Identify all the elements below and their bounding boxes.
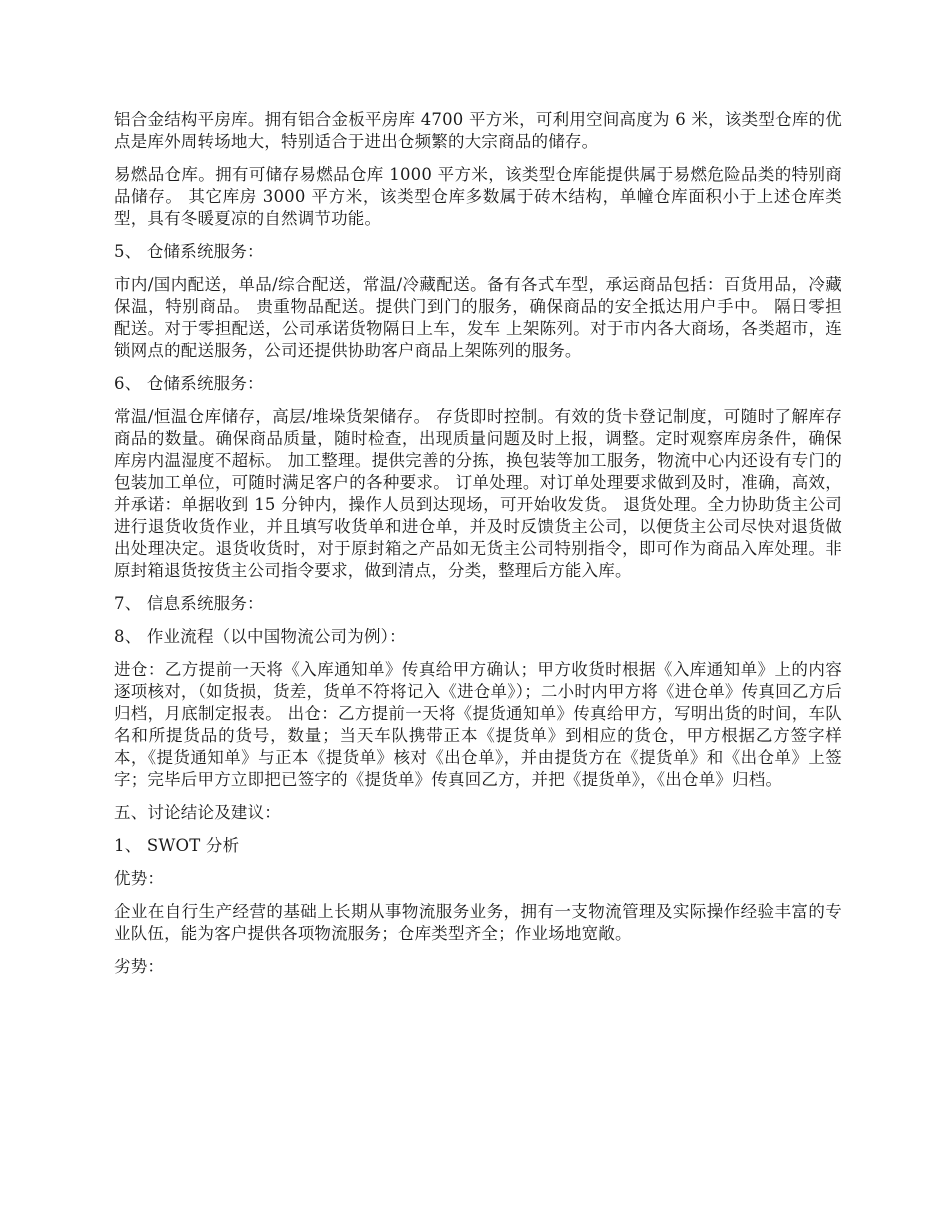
paragraph-storage-details: 常温/恒温仓库储存，高层/堆垛货架储存。 存货即时控制。有效的货卡登记制度，可随时了解库存商品的数量。确保商品质量，随时检查，出现质量问题及时上报，调整。定时观察库房条件，确保库房内温湿度不超标。 加工整理。提供完善的分拣，换包装等加工服务，物流中心内还设有专门的包装加工单位，可随时满足客户的各种要求。 订单处理。对订单处理要求做到及时，准确，高效，并承诺：单据收到 15 分钟内，操作人员到达现场，可开始收发货。 退货处理。全力协助货主公司进行退货收货作业，并且填写收货单和进仓单，并及时反馈货主公司，以便货主公司尽快对退货做出处理决定。退货收货时，对于原封箱之产品如无货主公司特别指令，即可作为商品入库处理。非原封箱退货按货主公司指令要求，做到清点，分类，整理后方能入库。 xyxy=(114,407,842,580)
heading-conclusions: 五、讨论结论及建议： xyxy=(114,803,281,822)
paragraph-workflow-details: 进仓：乙方提前一天将《入库通知单》传真给甲方确认；甲方收货时根据《入库通知单》上的内容逐项核对，（如货损，货差，货单不符将记入《进仓单》）；二小时内甲方将《进仓单》传真回乙方后归档，月底制定报表。 出仓：乙方提前一天将《提货通知单》传真给甲方，写明出货的时间，车队名和所提货品的货号，数量；当天车队携带正本《提货单》到相应的货仓，甲方根据乙方签字样本，《提货通知单》与正本《提货单》核对《出仓单》，并由提货方在《提货单》和《出仓单》上签字；完毕后甲方立即把已签字的《提货单》传真回乙方，并把《提货单》，《出仓单》归档。 xyxy=(114,660,842,789)
heading-swot: 1、 SWOT 分析 xyxy=(114,836,240,855)
heading-storage-service-5: 5、 仓储系统服务： xyxy=(114,242,264,261)
paragraph-delivery-service: 市内/国内配送，单品/综合配送，常温/冷藏配送。备有各式车型，承运商品包括：百货用品，冷藏保温，特别商品。 贵重物品配送。提供门到门的服务，确保商品的安全抵达用户手中。 隔日零担配送。对于零担配送，公司承诺货物隔日上车，发车 上架陈列。对于市内各大商场，各类超市，连锁网点的配送服务，公司还提供协助客户商品上架陈列的服务。 xyxy=(114,275,842,360)
document-body xyxy=(114,109,842,989)
paragraph-flammable-warehouse: 易燃品仓库。拥有可储存易燃品仓库 1000 平方米，该类型仓库能提供属于易燃危险品类的特别商品储存。 其它库房 3000 平方米，该类型仓库多数属于砖木结构，单幢仓库面积小于上述仓库类型，具有冬暖夏凉的自然调节功能。 xyxy=(114,165,842,228)
paragraph-aluminum-warehouse: 铝合金结构平房库。拥有铝合金板平房库 4700 平方米，可利用空间高度为 6 米，该类型仓库的优点是库外周转场地大，特别适合于进出仓频繁的大宗商品的储存。 xyxy=(114,110,842,151)
label-weaknesses: 劣势： xyxy=(114,957,165,976)
heading-info-system-service: 7、 信息系统服务： xyxy=(114,594,264,613)
label-strengths: 优势： xyxy=(114,869,165,888)
paragraph-strengths: 企业在自行生产经营的基础上长期从事物流服务业务，拥有一支物流管理及实际操作经验丰富的专业队伍，能为客户提供各项物流服务；仓库类型齐全；作业场地宽敞。 xyxy=(114,902,842,943)
heading-storage-service-6: 6、 仓储系统服务： xyxy=(114,374,264,393)
heading-workflow: 8、 作业流程（以中国物流公司为例）： xyxy=(114,627,406,646)
